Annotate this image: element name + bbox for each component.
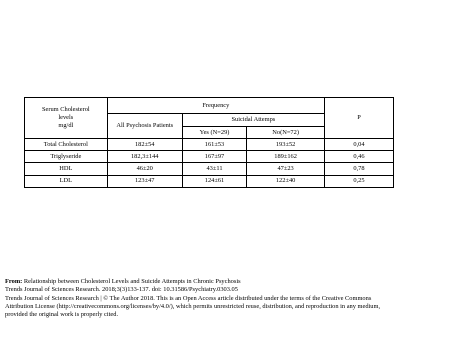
row-measure: Total Cholesterol (25, 139, 108, 151)
license-text: provided the original work is properly cited. (5, 311, 119, 318)
cell-p-value: 0,46 (324, 151, 393, 163)
cell-suicidal-no: 193±52 (247, 139, 325, 151)
suicidal-attempts-header: Suicidal Attemps (182, 114, 324, 127)
cell-all-patients: 182±54 (107, 139, 182, 151)
measure-column-header (25, 98, 108, 139)
cell-p-value: 0,78 (324, 163, 393, 175)
row-measure: HDL (25, 163, 108, 175)
license-text: Trends Journal of Sciences Research | © The Author 2018. This is an Open Access article distributed under the terms of the Creative Commons (5, 294, 372, 302)
p-value-header: P (324, 98, 393, 139)
table-row (25, 163, 394, 175)
source-citation (5, 278, 447, 319)
cell-p-value: 0,25 (324, 175, 393, 187)
cell-suicidal-no: 122±40 (247, 175, 325, 187)
frequency-header: Frequency (107, 98, 324, 114)
cell-suicidal-no: 189±162 (247, 151, 325, 163)
table-row (25, 139, 394, 151)
cell-p-value: 0,04 (324, 139, 393, 151)
cell-suicidal-no: 47±23 (247, 163, 325, 175)
cell-suicidal-yes: 43±11 (182, 163, 246, 175)
from-label: From: (5, 278, 23, 285)
table-row (25, 175, 394, 187)
cell-suicidal-yes: 161±53 (182, 139, 246, 151)
source-title-line (5, 278, 447, 286)
cell-all-patients: 123±47 (107, 175, 182, 187)
license-text: Attribution License (http://creativecommons.org/licenses/by/4.0/), which permits unrestricted reuse, distribution, and reproduction in any medium, (5, 302, 381, 310)
journal-citation: Trends Journal of Sciences Research. 2018;3(3)133-137. doi: 10.31586/Psychiatry.0303.05 (5, 286, 238, 294)
cell-all-patients: 46±20 (107, 163, 182, 175)
all-patients-header: All Psychosis Patients (107, 114, 182, 139)
cell-suicidal-yes: 167±97 (182, 151, 246, 163)
cell-suicidal-yes: 124±61 (182, 175, 246, 187)
measure-header-line: mg/dl (58, 122, 74, 130)
row-measure: Triglyseride (25, 151, 108, 163)
article-title: Relationship between Cholesterol Levels and Suicide Attempts in Chronic Psychosis (22, 278, 241, 285)
row-measure: LDL (25, 175, 108, 187)
suicidal-no-header: No(N=72) (247, 127, 325, 139)
measure-header-line: levels (58, 113, 74, 121)
suicidal-yes-header: Yes (N=29) (182, 127, 246, 139)
table-row (25, 151, 394, 163)
cholesterol-table (24, 97, 394, 188)
measure-header-line: Serum Cholesterol (41, 105, 90, 113)
cell-all-patients: 182,3±144 (107, 151, 182, 163)
